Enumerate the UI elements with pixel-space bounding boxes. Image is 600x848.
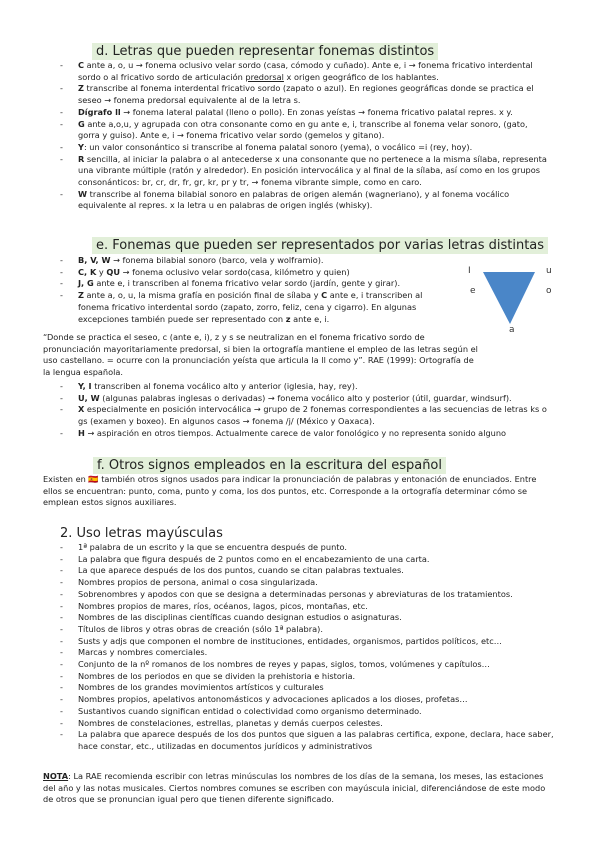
- list-item: - Conjunto de la nº romanos de los nombres de reyes y papas, siglos, tomos, volúmenes y capítulos…: [60, 659, 555, 671]
- list-item: - C ante a, o, u → fonema oclusivo velar sordo (casa, cómodo y cuñado). Ante e, i → fonema fricativo interdental sordo o al fricativo sordo de articulación predorsal x origen geográfico de los hablantes.: [60, 60, 550, 83]
- list-item: - Dígrafo ll → fonema lateral palatal (lleno o pollo). En zonas yeístas → fonema fricativo palatal repres. x y.: [60, 107, 550, 119]
- vowel-label-i: I: [468, 266, 471, 276]
- list-item: - Y, I transcriben al fonema vocálico alto y anterior (iglesia, hay, rey).: [60, 381, 555, 393]
- section-d-title: d. Letras que pueden representar fonemas distintos: [92, 43, 438, 60]
- section-f-paragraph: Existen en 🇪🇸 también otros signos usados para indicar la pronunciación de palabras y entonación de enunciados. Entre ellos se encuentran: punto, coma, punto y coma, los dos puntos, etc. Corresponde a la ortografía determinar cómo se emplean estos signos auxiliares.: [43, 474, 537, 508]
- list-item: - B, V, W → fonema bilabial sonoro (barco, vela y wolframio).: [60, 255, 440, 267]
- vowel-label-o: o: [546, 286, 552, 296]
- list-item: - C, K y QU → fonema oclusivo velar sordo(casa, kilómetro y quien): [60, 267, 440, 279]
- list-item: - La palabra que aparece después de los dos puntos que siguen a las palabras certifica, expone, declara, hace saber, hace constar, etc., utilizadas en documentos jurídicos y administrativos: [60, 729, 555, 752]
- list-item: - Nombres de constelaciones, estrellas, planetas y demás cuerpos celestes.: [60, 718, 555, 730]
- nota-label: NOTA: [43, 771, 69, 781]
- section-e-list-2: [60, 381, 555, 440]
- list-item: - H → aspiración en otros tiempos. Actualmente carece de valor fonológico y no representa sonido alguno: [60, 428, 555, 440]
- list-item: - La que aparece después de los dos puntos, cuando se citan palabras textuales.: [60, 565, 555, 577]
- list-item: - Nombres de los periodos en que se dividen la prehistoria e historia.: [60, 671, 555, 683]
- vowel-label-a: a: [509, 325, 515, 335]
- list-item: - G ante a,o,u, y agrupada con otra consonante como en gu ante e, i, transcribe al fonema velar sonoro, (gato, gorra y guiso). Ante e, i → fonema fricativo velar sordo (gemelos y gitano).: [60, 119, 550, 142]
- vowel-label-e: e: [470, 286, 476, 296]
- list-item: - Z transcribe al fonema interdental fricativo sordo (zapato o azul). En regiones geográficas donde se practica el seseo → fonema predorsal equivalente al de la letra s.: [60, 83, 550, 106]
- list-item: - U, W (algunas palabras inglesas o derivadas) → fonema vocálico alto y posterior (útil, guardar, windsurf).: [60, 393, 555, 405]
- vowel-triangle: [462, 262, 562, 342]
- list-item: - Y: un valor consonántico si transcribe al fonema palatal sonoro (yema), o vocálico =i (rey, hoy).: [60, 142, 550, 154]
- list-item: - Susts y adjs que componen el nombre de instituciones, entidades, organismos, partidos políticos, etc…: [60, 636, 555, 648]
- list-item: - Títulos de libros y otras obras de creación (sólo 1ª palabra).: [60, 624, 555, 636]
- list-item: - Sustantivos cuando significan entidad o colectividad como organismo determinado.: [60, 706, 555, 718]
- list-item: - Nombres propios de persona, animal o cosa singularizada.: [60, 577, 555, 589]
- list-item: - La palabra que figura después de 2 puntos como en el encabezamiento de una carta.: [60, 554, 555, 566]
- list-item: - Marcas y nombres comerciales.: [60, 647, 555, 659]
- list-item: - R sencilla, al iniciar la palabra o al antecederse x una consonante que no pertenece a la misma sílaba, representa una vibrante múltiple (ratón y alrededor). En posición intervocálica y al final de la sílaba, así como en los grupos consonánticos: br, cr, dr, fr, gr, kr, pr y tr, → fonema vibrante simple, como en caro.: [60, 154, 550, 189]
- list-item: - Nombres propios, apelativos antonomásticos y advocaciones aplicados a los dioses, profetas…: [60, 694, 555, 706]
- nota-paragraph: NOTA: La RAE recomienda escribir con letras minúsculas los nombres de los días de la semana, los meses, las estaciones del año y las notas musicales. Ciertos nombres comunes se escriben con mayúscula inicial, diferenciándose de este modo de otros que se pronuncian igual pero que tienen diferente significado.: [43, 771, 546, 805]
- list-item: - Nombres propios de mares, ríos, océanos, lagos, picos, montañas, etc.: [60, 601, 555, 613]
- section-2-list: [60, 542, 555, 753]
- section-e-list: [60, 255, 440, 325]
- list-item: - Z ante a, o, u, la misma grafía en posición final de sílaba y C ante e, i transcriben al fonema fricativo interdental sordo (zapato, zorro, feliz, cena y cigarro). En algunas excepciones también puede ser representado con z ante e, i.: [60, 290, 440, 325]
- section-2-title: 2. Uso letras mayúsculas: [60, 526, 223, 541]
- list-item: - 1ª palabra de un escrito y la que se encuentra después de punto.: [60, 542, 555, 554]
- section-e-title: e. Fonemas que pueden ser representados por varias letras distintas: [92, 237, 548, 254]
- list-item: - X especialmente en posición intervocálica → grupo de 2 fonemas correspondientes a las secuencias de letras ks o gs (examen y boxeo). En algunos casos → fonema /j/ (México y Oaxaca).: [60, 404, 555, 427]
- list-item: - Nombres de los grandes movimientos artísticos y culturales: [60, 682, 555, 694]
- list-item: - Nombres de las disciplinas científicas cuando designan estudios o asignaturas.: [60, 612, 555, 624]
- vowel-label-u: u: [546, 266, 552, 276]
- section-f-title: f. Otros signos empleados en la escritura del español: [93, 457, 446, 474]
- section-d-list: [60, 60, 550, 212]
- list-item: - J, G ante e, i transcriben al fonema fricativo velar sordo (jardín, gente y girar).: [60, 278, 440, 290]
- list-item: - Sobrenombres y apodos con que se designa a determinadas personas y abreviaturas de los tratamientos.: [60, 589, 555, 601]
- rae-quote: “Donde se practica el seseo, c (ante e, i), z y s se neutralizan en el fonema fricativo sordo de pronunciación mayoritariamente predorsal, si bien la ortografía mantiene el empleo de las letras según el uso castellano. = ocurre con la pronunciación yeísta que articula la ll como y”. RAE (1999): Ortografía de la lengua española.: [43, 332, 478, 378]
- list-item: - W transcribe al fonema bilabial sonoro en palabras de origen alemán (wagneriano), y al fonema vocálico equivalente al repres. x la letra u en palabras de origen inglés (whisky).: [60, 189, 550, 212]
